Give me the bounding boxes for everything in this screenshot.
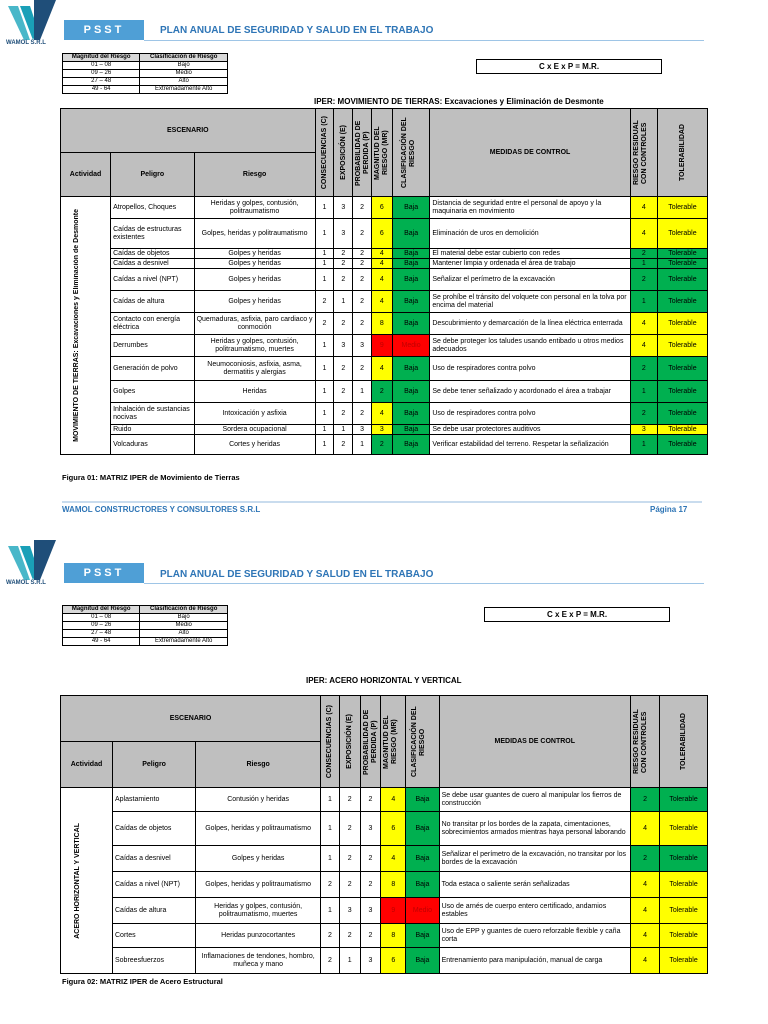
consecuencia-value: 1 — [315, 357, 334, 381]
legend-cell: 49 - 64 — [63, 638, 140, 646]
plan-title: PLAN ANUAL DE SEGURIDAD Y SALUD EN EL TRABAJO — [160, 569, 434, 580]
medida-control-cell: Eliminación de uros en demolición — [430, 219, 630, 249]
col-consecuencias: CONSECUENCIAS (C) — [326, 704, 334, 779]
consecuencia-value: 1 — [315, 259, 334, 269]
consecuencia-value: 1 — [315, 403, 334, 425]
tolerabilidad-value: Tolerable — [660, 924, 708, 948]
clasificacion-value: Baja — [392, 269, 430, 291]
exposicion-value: 1 — [334, 291, 353, 313]
medida-control-cell: Uso de respiradores contra polvo — [430, 357, 630, 381]
formula-box: C x E x P = M.R. — [476, 59, 662, 74]
peligro-cell: Caídas de estructuras existentes — [111, 219, 194, 249]
peligro-cell: Inhalación de sustancias nocivas — [111, 403, 194, 425]
peligro-cell: Derrumbes — [111, 335, 194, 357]
clasificacion-value: Baja — [392, 219, 430, 249]
clasificacion-value: Baja — [392, 313, 430, 335]
col-magnitud: MAGNITUD DEL RIESGO (MR) — [383, 714, 399, 769]
medida-control-cell: Se prohíbe el tránsito del volquete con personal en la tolva por encima del material — [430, 291, 630, 313]
consecuencia-value: 1 — [315, 269, 334, 291]
riesgo-cell: Golpes y heridas — [196, 846, 321, 872]
logo-text: WAMOL S.R.L — [6, 40, 46, 46]
table-row — [61, 403, 708, 425]
peligro-cell: Generación de polvo — [111, 357, 194, 381]
riesgo-residual-value: 2 — [630, 846, 659, 872]
riesgo-cell: Golpes y heridas — [194, 259, 315, 269]
col-magnitud: MAGNITUD DEL RIESGO (MR) — [373, 125, 389, 180]
magnitud-value: 4 — [381, 846, 406, 872]
table-row — [61, 872, 708, 898]
consecuencia-value: 1 — [315, 249, 334, 259]
riesgo-cell: Cortes y heridas — [194, 435, 315, 455]
probabilidad-value: 2 — [360, 872, 381, 898]
medida-control-cell: Uso de respiradores contra polvo — [430, 403, 630, 425]
peligro-cell: Aplastamiento — [113, 788, 196, 812]
tolerabilidad-value: Tolerable — [657, 249, 707, 259]
legend-cell: 27 – 48 — [63, 78, 140, 86]
table-row — [61, 249, 708, 259]
consecuencia-value: 2 — [315, 313, 334, 335]
exposicion-value: 2 — [339, 872, 360, 898]
riesgo-cell: Golpes y heridas — [194, 249, 315, 259]
riesgo-cell: Heridas y golpes, contusión, politraumatismo, muertes — [194, 335, 315, 357]
medida-control-cell: Se debe usar protectores auditivos — [430, 425, 630, 435]
tolerabilidad-value: Tolerable — [657, 357, 707, 381]
magnitud-value: 2 — [371, 435, 392, 455]
clasificacion-value: Medio — [392, 335, 430, 357]
col-exposicion: EXPOSICIÓN (E) — [339, 125, 347, 180]
clasificacion-value: Baja — [392, 357, 430, 381]
peligro-cell: Caídas a nivel (NPT) — [113, 872, 196, 898]
consecuencia-value: 2 — [315, 291, 334, 313]
table-row — [61, 898, 708, 924]
consecuencia-value: 1 — [321, 846, 340, 872]
table-row — [61, 313, 708, 335]
medida-control-cell: No transitar pr los bordes de la zapata, cimentaciones, sobrecimientos armados mientras haya personal laborando — [439, 812, 630, 846]
magnitud-value: 3 — [371, 425, 392, 435]
medida-control-cell: Descubrimiento y demarcación de la línea eléctrica enterrada — [430, 313, 630, 335]
table-row — [61, 335, 708, 357]
magnitud-value: 8 — [371, 313, 392, 335]
col-riesgo: Riesgo — [194, 153, 315, 197]
col-consecuencias: CONSECUENCIAS (C) — [321, 115, 328, 190]
magnitud-value: 6 — [371, 197, 392, 219]
clasificacion-value: Baja — [392, 425, 430, 435]
peligro-cell: Golpes — [111, 381, 194, 403]
riesgo-cell: Heridas — [194, 381, 315, 403]
table-row — [61, 269, 708, 291]
consecuencia-value: 2 — [321, 872, 340, 898]
riesgo-residual-value: 4 — [630, 948, 659, 974]
tolerabilidad-value: Tolerable — [657, 269, 707, 291]
magnitud-value: 4 — [371, 291, 392, 313]
peligro-cell: Contacto con energía eléctrica — [111, 313, 194, 335]
exposicion-value: 3 — [334, 197, 353, 219]
clasificacion-value: Baja — [406, 924, 439, 948]
tolerabilidad-value: Tolerable — [657, 381, 707, 403]
medida-control-cell: Señalizar el perímetro de la excavación, no transitar por los bordes de la excavación — [439, 846, 630, 872]
consecuencia-value: 1 — [321, 898, 340, 924]
col-probabilidad: PROBABILIDAD DE PERDIDA (P) — [362, 708, 378, 775]
magnitud-value: 6 — [381, 948, 406, 974]
probabilidad-value: 2 — [360, 924, 381, 948]
tolerabilidad-value: Tolerable — [660, 788, 708, 812]
risk-legend — [62, 605, 228, 646]
exposicion-value: 2 — [334, 403, 353, 425]
magnitud-value: 8 — [381, 924, 406, 948]
legend-header: Clasificación de Riesgo — [140, 54, 228, 62]
riesgo-cell: Heridas y golpes, contusión, politraumatismo — [194, 197, 315, 219]
legend-cell: Alto — [140, 78, 228, 86]
legend-header: Magnitud del Riesgo — [63, 606, 140, 614]
iper-table — [60, 695, 708, 974]
tolerabilidad-value: Tolerable — [660, 872, 708, 898]
probabilidad-value: 3 — [360, 898, 381, 924]
riesgo-cell: Sordera ocupacional — [194, 425, 315, 435]
legend-cell: 09 – 26 — [63, 70, 140, 78]
peligro-cell: Ruido — [111, 425, 194, 435]
medida-control-cell: Uso de arnés de cuerpo entero certificado, andamios estables — [439, 898, 630, 924]
riesgo-residual-value: 2 — [630, 249, 657, 259]
riesgo-residual-value: 1 — [630, 259, 657, 269]
riesgo-residual-value: 4 — [630, 924, 659, 948]
peligro-cell: Caídas de altura — [113, 898, 196, 924]
col-medidas: MEDIDAS DE CONTROL — [430, 109, 630, 197]
col-probabilidad: PROBABILIDAD DE PERDIDA (P) — [355, 119, 371, 186]
exposicion-value: 2 — [334, 269, 353, 291]
magnitud-value: 9 — [381, 898, 406, 924]
page-2 — [0, 540, 768, 1024]
probabilidad-value: 2 — [353, 313, 372, 335]
riesgo-cell: Golpes, heridas y politraumatismo — [196, 812, 321, 846]
riesgo-residual-value: 4 — [630, 219, 657, 249]
peligro-cell: Caídas a nivel (NPT) — [111, 269, 194, 291]
figure-caption: Figura 02: MATRIZ IPER de Acero Estructural — [62, 977, 223, 986]
activity-label: ACERO HORIZONTAL Y VERTICAL — [73, 822, 81, 939]
legend-cell: Extremadamente Alto — [140, 638, 228, 646]
probabilidad-value: 2 — [353, 197, 372, 219]
psst-banner: PSST — [64, 563, 144, 583]
legend-cell: Medio — [140, 70, 228, 78]
iper-title: IPER: MOVIMIENTO DE TIERRAS: Excavaciones y Eliminación de Desmonte — [314, 97, 604, 106]
table-row — [61, 381, 708, 403]
clasificacion-value: Baja — [406, 812, 439, 846]
riesgo-residual-value: 1 — [630, 291, 657, 313]
exposicion-value: 2 — [339, 924, 360, 948]
consecuencia-value: 1 — [315, 219, 334, 249]
consecuencia-value: 1 — [321, 812, 340, 846]
exposicion-value: 2 — [334, 313, 353, 335]
figure-caption: Figura 01: MATRIZ IPER de Movimiento de Tierras — [62, 473, 240, 482]
clasificacion-value: Baja — [392, 403, 430, 425]
col-actividad: Actividad — [61, 153, 111, 197]
legend-cell: Extremadamente Alto — [140, 86, 228, 94]
table-row — [61, 435, 708, 455]
activity-label: MOVIMIENTO DE TIERRAS: Excavaciones y Eliminación de Desmonte — [72, 209, 80, 442]
exposicion-value: 2 — [339, 846, 360, 872]
table-row — [61, 812, 708, 846]
probabilidad-value: 2 — [353, 259, 372, 269]
logo-text: WAMOL S.R.L — [6, 580, 46, 586]
medida-control-cell: El material debe estar cubierto con redes — [430, 249, 630, 259]
exposicion-value: 3 — [334, 219, 353, 249]
clasificacion-value: Baja — [406, 846, 439, 872]
probabilidad-value: 2 — [360, 846, 381, 872]
magnitud-value: 4 — [381, 788, 406, 812]
tolerabilidad-value: Tolerable — [660, 846, 708, 872]
legend-cell: Alto — [140, 630, 228, 638]
probabilidad-value: 2 — [353, 291, 372, 313]
clasificacion-value: Baja — [392, 249, 430, 259]
tolerabilidad-value: Tolerable — [657, 403, 707, 425]
clasificacion-value: Baja — [392, 197, 430, 219]
col-residual: RIESGO RESIDUAL CON CONTROLES — [633, 709, 649, 774]
exposicion-value: 3 — [334, 335, 353, 357]
tolerabilidad-value: Tolerable — [657, 435, 707, 455]
exposicion-value: 2 — [334, 435, 353, 455]
tolerabilidad-value: Tolerable — [657, 425, 707, 435]
legend-cell: 01 – 08 — [63, 62, 140, 70]
riesgo-residual-value: 2 — [630, 357, 657, 381]
magnitud-value: 9 — [371, 335, 392, 357]
riesgo-residual-value: 4 — [630, 872, 659, 898]
probabilidad-value: 1 — [353, 381, 372, 403]
footer-line — [62, 501, 702, 503]
probabilidad-value: 1 — [353, 435, 372, 455]
risk-legend — [62, 53, 228, 94]
consecuencia-value: 1 — [315, 435, 334, 455]
plan-title: PLAN ANUAL DE SEGURIDAD Y SALUD EN EL TRABAJO — [160, 25, 434, 36]
psst-banner: PSST — [64, 20, 144, 40]
consecuencia-value: 2 — [321, 948, 340, 974]
riesgo-cell: Intoxicación y asfixia — [194, 403, 315, 425]
peligro-cell: Sobreesfuerzos — [113, 948, 196, 974]
legend-cell: 01 – 08 — [63, 614, 140, 622]
legend-cell: Medio — [140, 622, 228, 630]
legend-cell: 27 – 48 — [63, 630, 140, 638]
riesgo-cell: Golpes y heridas — [194, 269, 315, 291]
magnitud-value: 8 — [381, 872, 406, 898]
tolerabilidad-value: Tolerable — [657, 313, 707, 335]
medida-control-cell: Toda estaca o saliente serán señalizadas — [439, 872, 630, 898]
riesgo-residual-value: 2 — [630, 788, 659, 812]
riesgo-residual-value: 4 — [630, 313, 657, 335]
riesgo-residual-value: 2 — [630, 269, 657, 291]
probabilidad-value: 2 — [360, 788, 381, 812]
consecuencia-value: 1 — [321, 788, 340, 812]
riesgo-residual-value: 3 — [630, 425, 657, 435]
tolerabilidad-value: Tolerable — [657, 197, 707, 219]
tolerabilidad-value: Tolerable — [660, 948, 708, 974]
table-row — [61, 924, 708, 948]
probabilidad-value: 3 — [360, 948, 381, 974]
magnitud-value: 4 — [371, 403, 392, 425]
peligro-cell: Caídas de objetos — [113, 812, 196, 846]
legend-header: Magnitud del Riesgo — [63, 54, 140, 62]
magnitud-value: 6 — [381, 812, 406, 846]
tolerabilidad-value: Tolerable — [657, 335, 707, 357]
activity-cell — [61, 197, 111, 455]
tolerabilidad-value: Tolerable — [660, 812, 708, 846]
legend-cell: 09 – 26 — [63, 622, 140, 630]
tolerabilidad-value: Tolerable — [657, 259, 707, 269]
riesgo-cell: Heridas punzocortantes — [196, 924, 321, 948]
probabilidad-value: 3 — [353, 335, 372, 357]
peligro-cell: Caídas a desnivel — [113, 846, 196, 872]
medida-control-cell: Señalizar el perímetro de la excavación — [430, 269, 630, 291]
legend-header: Clasificación de Riesgo — [140, 606, 228, 614]
escenario-header: ESCENARIO — [61, 109, 316, 153]
iper-title: IPER: ACERO HORIZONTAL Y VERTICAL — [306, 676, 462, 685]
medida-control-cell: Mantener limpia y ordenada el área de trabajo — [430, 259, 630, 269]
legend-cell: Bajo — [140, 614, 228, 622]
clasificacion-value: Baja — [406, 788, 439, 812]
medida-control-cell: Distancia de seguridad entre el personal de apoyo y la maquinaria en movimiento — [430, 197, 630, 219]
table-row — [61, 788, 708, 812]
riesgo-cell: Neumoconiosis, asfixia, asma, dermatitis y alergias — [194, 357, 315, 381]
medida-control-cell: Entrenamiento para manipulación, manual de carga — [439, 948, 630, 974]
footer-page-number: Página 17 — [650, 505, 688, 514]
riesgo-residual-value: 1 — [630, 435, 657, 455]
probabilidad-value: 3 — [360, 812, 381, 846]
consecuencia-value: 1 — [315, 335, 334, 357]
clasificacion-value: Medio — [406, 898, 439, 924]
probabilidad-value: 2 — [353, 249, 372, 259]
col-peligro: Peligro — [113, 742, 196, 788]
medida-control-cell: Verificar estabilidad del terreno. Respetar la señalización — [430, 435, 630, 455]
col-exposicion: EXPOSICIÓN (E) — [346, 714, 354, 769]
col-tolerabilidad: TOLERABILIDAD — [680, 712, 688, 771]
clasificacion-value: Baja — [392, 291, 430, 313]
riesgo-cell: Contusión y heridas — [196, 788, 321, 812]
escenario-header: ESCENARIO — [61, 696, 321, 742]
tolerabilidad-value: Tolerable — [657, 219, 707, 249]
probabilidad-value: 2 — [353, 219, 372, 249]
consecuencia-value: 2 — [321, 924, 340, 948]
medida-control-cell: Se debe proteger los taludes usando entibado u otros medios adecuados — [430, 335, 630, 357]
col-residual: RIESGO RESIDUAL CON CONTROLES — [632, 120, 648, 185]
peligro-cell: Volcaduras — [111, 435, 194, 455]
exposicion-value: 2 — [339, 812, 360, 846]
peligro-cell: Atropellos, Choques — [111, 197, 194, 219]
exposicion-value: 1 — [339, 948, 360, 974]
clasificacion-value: Baja — [392, 381, 430, 403]
consecuencia-value: 1 — [315, 197, 334, 219]
magnitud-value: 4 — [371, 357, 392, 381]
clasificacion-value: Baja — [392, 259, 430, 269]
riesgo-residual-value: 4 — [630, 335, 657, 357]
clasificacion-value: Baja — [406, 872, 439, 898]
peligro-cell: Caídas de altura — [111, 291, 194, 313]
probabilidad-value: 2 — [353, 269, 372, 291]
magnitud-value: 4 — [371, 269, 392, 291]
table-row — [61, 259, 708, 269]
col-tolerabilidad: TOLERABILIDAD — [678, 123, 686, 182]
consecuencia-value: 1 — [315, 425, 334, 435]
riesgo-residual-value: 4 — [630, 812, 659, 846]
col-medidas: MEDIDAS DE CONTROL — [439, 696, 630, 788]
riesgo-residual-value: 1 — [630, 381, 657, 403]
probabilidad-value: 2 — [353, 403, 372, 425]
magnitud-value: 4 — [371, 259, 392, 269]
table-row — [61, 357, 708, 381]
riesgo-cell: Golpes y heridas — [194, 291, 315, 313]
exposicion-value: 2 — [334, 249, 353, 259]
exposicion-value: 1 — [334, 425, 353, 435]
col-clasificacion: CLASIFICACIÓN DEL RIESGO — [411, 706, 427, 777]
magnitud-value: 6 — [371, 219, 392, 249]
col-peligro: Peligro — [111, 153, 194, 197]
activity-cell — [61, 788, 113, 974]
exposicion-value: 3 — [339, 898, 360, 924]
clasificacion-value: Baja — [392, 435, 430, 455]
col-riesgo: Riesgo — [196, 742, 321, 788]
legend-cell: Bajo — [140, 62, 228, 70]
magnitud-value: 4 — [371, 249, 392, 259]
riesgo-cell: Golpes, heridas y politraumatismo — [194, 219, 315, 249]
table-row — [61, 425, 708, 435]
medida-control-cell: Uso de EPP y guantes de cuero reforzable flexible y caña corta — [439, 924, 630, 948]
table-row — [61, 846, 708, 872]
tolerabilidad-value: Tolerable — [657, 291, 707, 313]
exposicion-value: 2 — [339, 788, 360, 812]
riesgo-cell: Quemaduras, asfixia, paro cardiaco y conmoción — [194, 313, 315, 335]
riesgo-cell: Heridas y golpes, contusión, politraumatismo, muertes — [196, 898, 321, 924]
riesgo-cell: Inflamaciones de tendones, hombro, muñeca y mano — [196, 948, 321, 974]
tolerabilidad-value: Tolerable — [660, 898, 708, 924]
col-actividad: Actividad — [61, 742, 113, 788]
probabilidad-value: 2 — [353, 357, 372, 381]
riesgo-residual-value: 4 — [630, 197, 657, 219]
peligro-cell: Cortes — [113, 924, 196, 948]
riesgo-residual-value: 2 — [630, 403, 657, 425]
riesgo-residual-value: 4 — [630, 898, 659, 924]
medida-control-cell: Se debe usar guantes de cuero al manipular los fierros de construcción — [439, 788, 630, 812]
legend-cell: 49 - 64 — [63, 86, 140, 94]
clasificacion-value: Baja — [406, 948, 439, 974]
magnitud-value: 2 — [371, 381, 392, 403]
peligro-cell: Caídas de objetos — [111, 249, 194, 259]
footer-company: WAMOL CONSTRUCTORES Y CONSULTORES S.R.L — [62, 505, 261, 514]
exposicion-value: 2 — [334, 357, 353, 381]
col-clasificacion: CLASIFICACIÓN DEL RIESGO — [401, 117, 417, 188]
exposicion-value: 2 — [334, 259, 353, 269]
peligro-cell: Caídas a desnivel — [111, 259, 194, 269]
riesgo-cell: Golpes, heridas y politraumatismo — [196, 872, 321, 898]
formula-box: C x E x P = M.R. — [484, 607, 670, 622]
table-row — [61, 197, 708, 219]
probabilidad-value: 3 — [353, 425, 372, 435]
consecuencia-value: 1 — [315, 381, 334, 403]
medida-control-cell: Se debe tener señalizado y acordonado el área a trabajar — [430, 381, 630, 403]
table-row — [61, 948, 708, 974]
iper-table — [60, 108, 708, 455]
table-row — [61, 219, 708, 249]
exposicion-value: 2 — [334, 381, 353, 403]
table-row — [61, 291, 708, 313]
